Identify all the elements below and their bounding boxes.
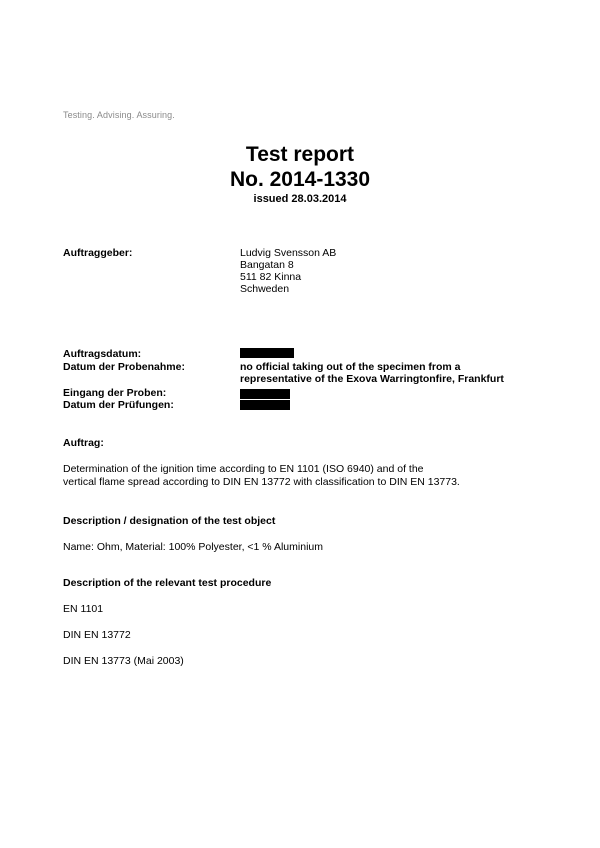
sample-receipt-label: Eingang der Proben: (63, 387, 167, 399)
procedure-item: DIN EN 13772 (63, 629, 131, 641)
client-label: Auftraggeber: (63, 247, 133, 259)
sampling-text-line1: no official taking out of the specimen from a (240, 361, 461, 373)
client-city: 511 82 Kinna (240, 271, 302, 283)
sampling-date-label: Datum der Probenahme: (63, 361, 185, 373)
client-country: Schweden (240, 283, 290, 295)
test-dates-redaction (240, 400, 290, 410)
order-text-line2: vertical flame spread according to DIN EN 13772 with classification to DIN EN 13773. (63, 476, 460, 488)
order-heading: Auftrag: (63, 437, 104, 449)
sample-receipt-redaction (240, 389, 290, 399)
issue-date: issued 28.03.2014 (253, 193, 347, 205)
sampling-text-line2: representative of the Exova Warringtonfire, Frankfurt (240, 373, 504, 385)
report-title: Test report (245, 143, 355, 166)
test-dates-label: Datum der Prüfungen: (63, 399, 174, 411)
procedure-item: DIN EN 13773 (Mai 2003) (63, 655, 184, 667)
client-name: Ludvig Svensson AB (240, 247, 337, 259)
report-number: No. 2014-1330 (229, 168, 371, 191)
client-street: Bangatan 8 (240, 259, 294, 271)
test-object-text: Name: Ohm, Material: 100% Polyester, <1 % Aluminium (63, 541, 323, 553)
order-date-redaction (240, 348, 294, 358)
procedure-item: EN 1101 (63, 603, 104, 615)
procedure-heading: Description of the relevant test procedure (63, 577, 272, 589)
test-object-heading: Description / designation of the test object (63, 515, 276, 527)
order-date-label: Auftragsdatum: (63, 348, 142, 360)
company-tagline: Testing. Advising. Assuring. (63, 110, 175, 120)
order-text-line1: Determination of the ignition time according to EN 1101 (ISO 6940) and of the (63, 463, 424, 475)
